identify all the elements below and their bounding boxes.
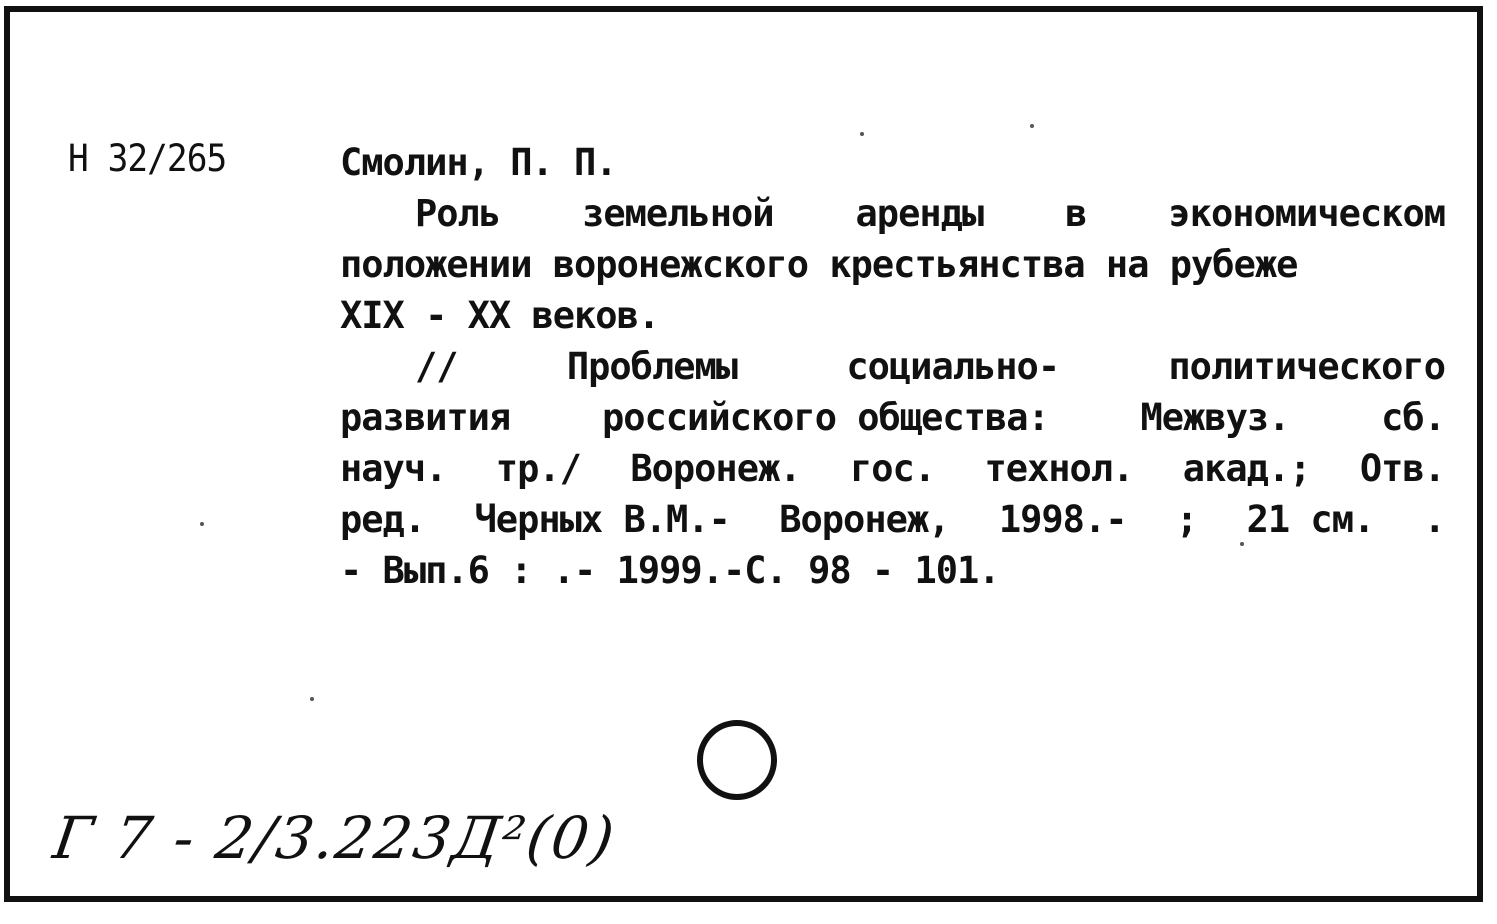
handwritten-classification: Г 7 - 2/3.223Д²(0) xyxy=(49,804,621,872)
source-line-4 xyxy=(340,494,1445,545)
scan-speck xyxy=(860,132,864,136)
source-word: развития xyxy=(340,396,511,439)
source-line-5: - Вып.6 : .- 1999.-С. 98 - 101. xyxy=(340,549,1000,592)
source-word: тр./ xyxy=(495,447,581,490)
source-word: гос. xyxy=(849,447,936,490)
title-line-3: XIX - XX веков. xyxy=(340,294,660,337)
source-word: ; xyxy=(1175,498,1198,541)
title-line-1 xyxy=(340,188,1445,239)
source-word: технол. xyxy=(984,447,1134,490)
bibliographic-entry xyxy=(340,137,1445,596)
source-word: социально- xyxy=(846,345,1060,388)
source-word: Проблемы xyxy=(566,345,738,388)
title-word: аренды xyxy=(855,192,984,235)
source-line-3 xyxy=(340,443,1445,494)
source-line-2 xyxy=(340,392,1445,443)
title-word: земельной xyxy=(582,192,774,235)
source-word: Черных В.М.- xyxy=(474,498,730,541)
punch-hole xyxy=(697,720,777,800)
source-word: акад.; xyxy=(1182,447,1311,490)
source-word: Воронеж, xyxy=(779,498,950,541)
scan-speck xyxy=(1030,124,1034,128)
source-word: российского общества: xyxy=(601,396,1049,439)
source-word: ред. xyxy=(340,498,426,541)
source-word: политического xyxy=(1168,345,1445,388)
source-word: Воронеж. xyxy=(630,447,801,490)
shelfmark: Н 32/265 xyxy=(68,137,227,180)
source-word: Отв. xyxy=(1359,447,1445,490)
catalog-card xyxy=(4,6,1483,902)
title-word: Роль xyxy=(415,192,501,235)
title-word: в xyxy=(1065,192,1087,235)
source-line-1 xyxy=(340,341,1445,392)
title-word: экономическом xyxy=(1168,192,1445,235)
scan-speck xyxy=(200,522,204,526)
source-word: сб. xyxy=(1381,396,1445,439)
scan-speck xyxy=(1240,542,1244,546)
title-line-2: положении воронежского крестьянства на рубеже xyxy=(340,243,1298,286)
source-word: . xyxy=(1423,498,1445,541)
source-word: 1998.- xyxy=(998,498,1127,541)
source-word: // xyxy=(415,345,458,388)
source-word: науч. xyxy=(340,447,447,490)
source-word: Межвуз. xyxy=(1140,396,1290,439)
scan-speck xyxy=(310,697,314,701)
source-word: 21 см. xyxy=(1246,498,1375,541)
author: Смолин, П. П. xyxy=(340,141,617,184)
